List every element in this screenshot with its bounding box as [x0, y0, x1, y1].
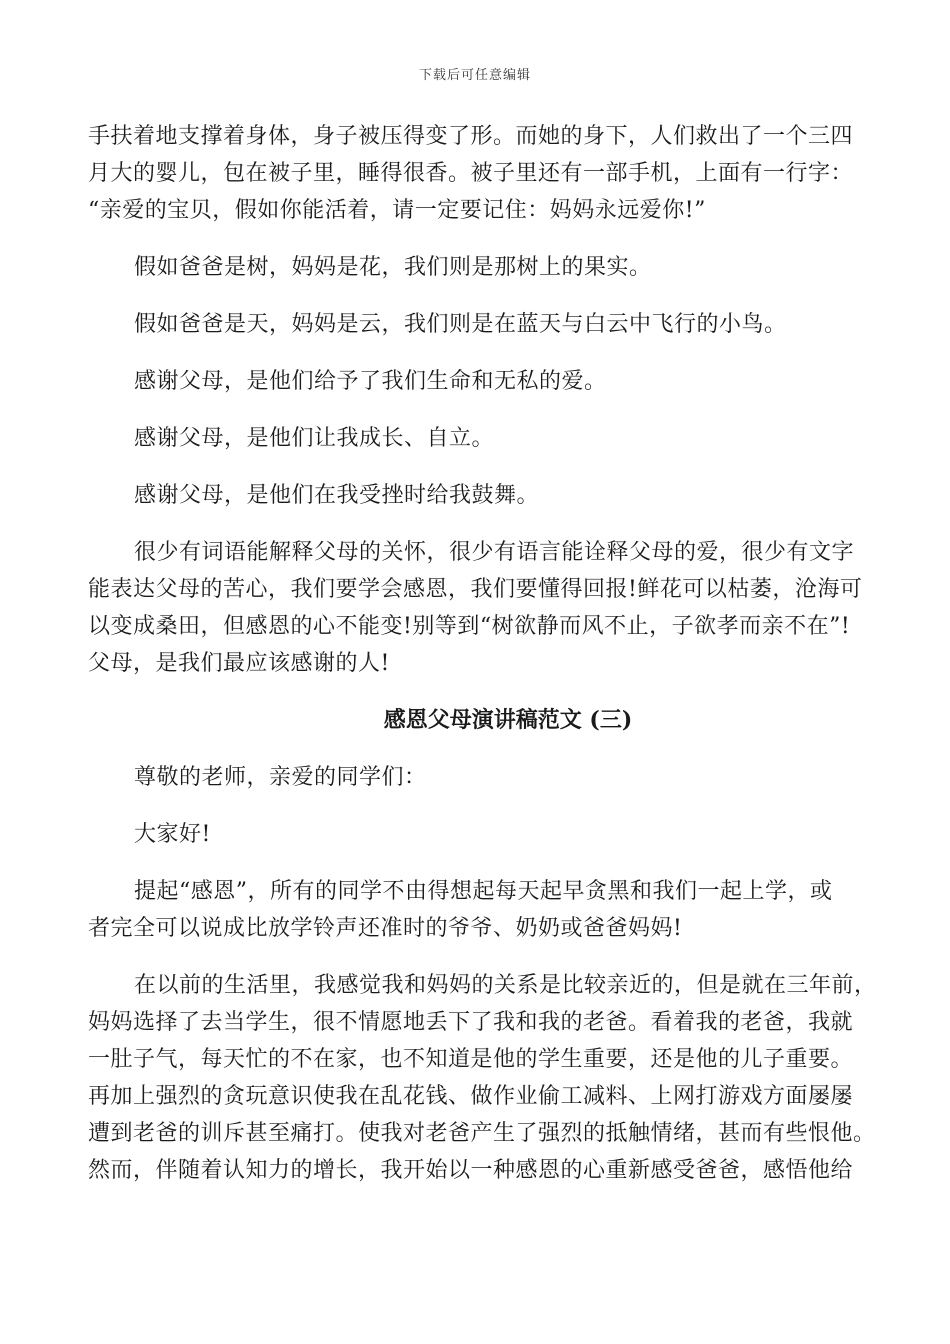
paragraph-line: 手扶着地支撑着身体，身子被压得变了形。而她的身下，人们救出了一个三四 — [88, 124, 854, 149]
paragraph-line: 父母，是我们最应该感谢的人! — [88, 651, 390, 676]
paragraph-line: “亲爱的宝贝，假如你能活着，请一定要记住：妈妈永远爱你!” — [88, 198, 706, 223]
document-body — [88, 118, 877, 1209]
header-note: 下载后可任意编辑 — [418, 68, 531, 83]
paragraph-4 — [88, 363, 868, 400]
paragraph-line: 提起“感恩”，所有的同学不由得想起每天起早贪黑和我们一起上学，或 — [134, 879, 833, 904]
paragraph-line: 在以前的生活里，我感觉我和妈妈的关系是比较亲近的，但是就在三年前， — [134, 973, 877, 998]
paragraph-line: 假如爸爸是树，妈妈是花，我们则是那树上的果实。 — [134, 255, 652, 280]
paragraph-line: 尊敬的老师，亲爱的同学们： — [134, 765, 427, 790]
paragraph-2 — [88, 249, 868, 286]
paragraph-line: 感谢父母，是他们给予了我们生命和无私的爱。 — [134, 369, 607, 394]
paragraph-line: 遭到老爸的训斥甚至痛打。使我对老爸产生了强烈的抵触情绪，甚而有些恨他。 — [88, 1121, 876, 1146]
paragraph-11 — [88, 967, 877, 1189]
paragraph-line: 大家好! — [134, 822, 211, 847]
paragraph-6 — [88, 477, 868, 514]
paragraph-5 — [88, 420, 868, 457]
paragraph-line: 然而，伴随着认知力的增长，我开始以一种感恩的心重新感受爸爸，感悟他给 — [88, 1158, 854, 1183]
paragraph-line: 妈妈选择了去当学生，很不情愿地丢下了我和我的老爸。看着我的老爸，我就 — [88, 1010, 854, 1035]
paragraph-line: 以变成桑田，但感恩的心不能变!别等到“树欲静而风不止，子欲孝而亲不在”! — [88, 614, 851, 639]
paragraph-7 — [88, 534, 868, 682]
paragraph-1 — [88, 118, 868, 229]
section-title: 感恩父母演讲稿范文 (三) — [383, 707, 633, 733]
paragraph-line: 感谢父母，是他们让我成长、自立。 — [134, 426, 495, 451]
paragraph-line: 很少有词语能解释父母的关怀，很少有语言能诠释父母的爱，很少有文字 — [134, 540, 855, 565]
paragraph-line: 一肚子气，每天忙的不在家，也不知道是他的学生重要，还是他的儿子重要。 — [88, 1047, 854, 1072]
paragraph-line: 再加上强烈的贪玩意识使我在乱花钱、做作业偷工减料、上网打游戏方面屡屡 — [88, 1084, 854, 1109]
paragraph-line: 感谢父母，是他们在我受挫时给我鼓舞。 — [134, 483, 540, 508]
paragraph-line: 者完全可以说成比放学铃声还准时的爷爷、奶奶或爸爸妈妈! — [88, 916, 683, 941]
paragraph-line: 假如爸爸是天，妈妈是云，我们则是在蓝天与白云中飞行的小鸟。 — [134, 312, 787, 337]
paragraph-8 — [88, 759, 868, 796]
paragraph-10 — [88, 873, 868, 947]
paragraph-3 — [88, 306, 868, 343]
paragraph-9 — [88, 816, 868, 853]
paragraph-line: 能表达父母的苦心，我们要学会感恩，我们要懂得回报!鲜花可以枯萎，沧海可 — [88, 577, 863, 602]
paragraph-line: 月大的婴儿，包在被子里，睡得很香。被子里还有一部手机，上面有一行字： — [88, 161, 854, 186]
